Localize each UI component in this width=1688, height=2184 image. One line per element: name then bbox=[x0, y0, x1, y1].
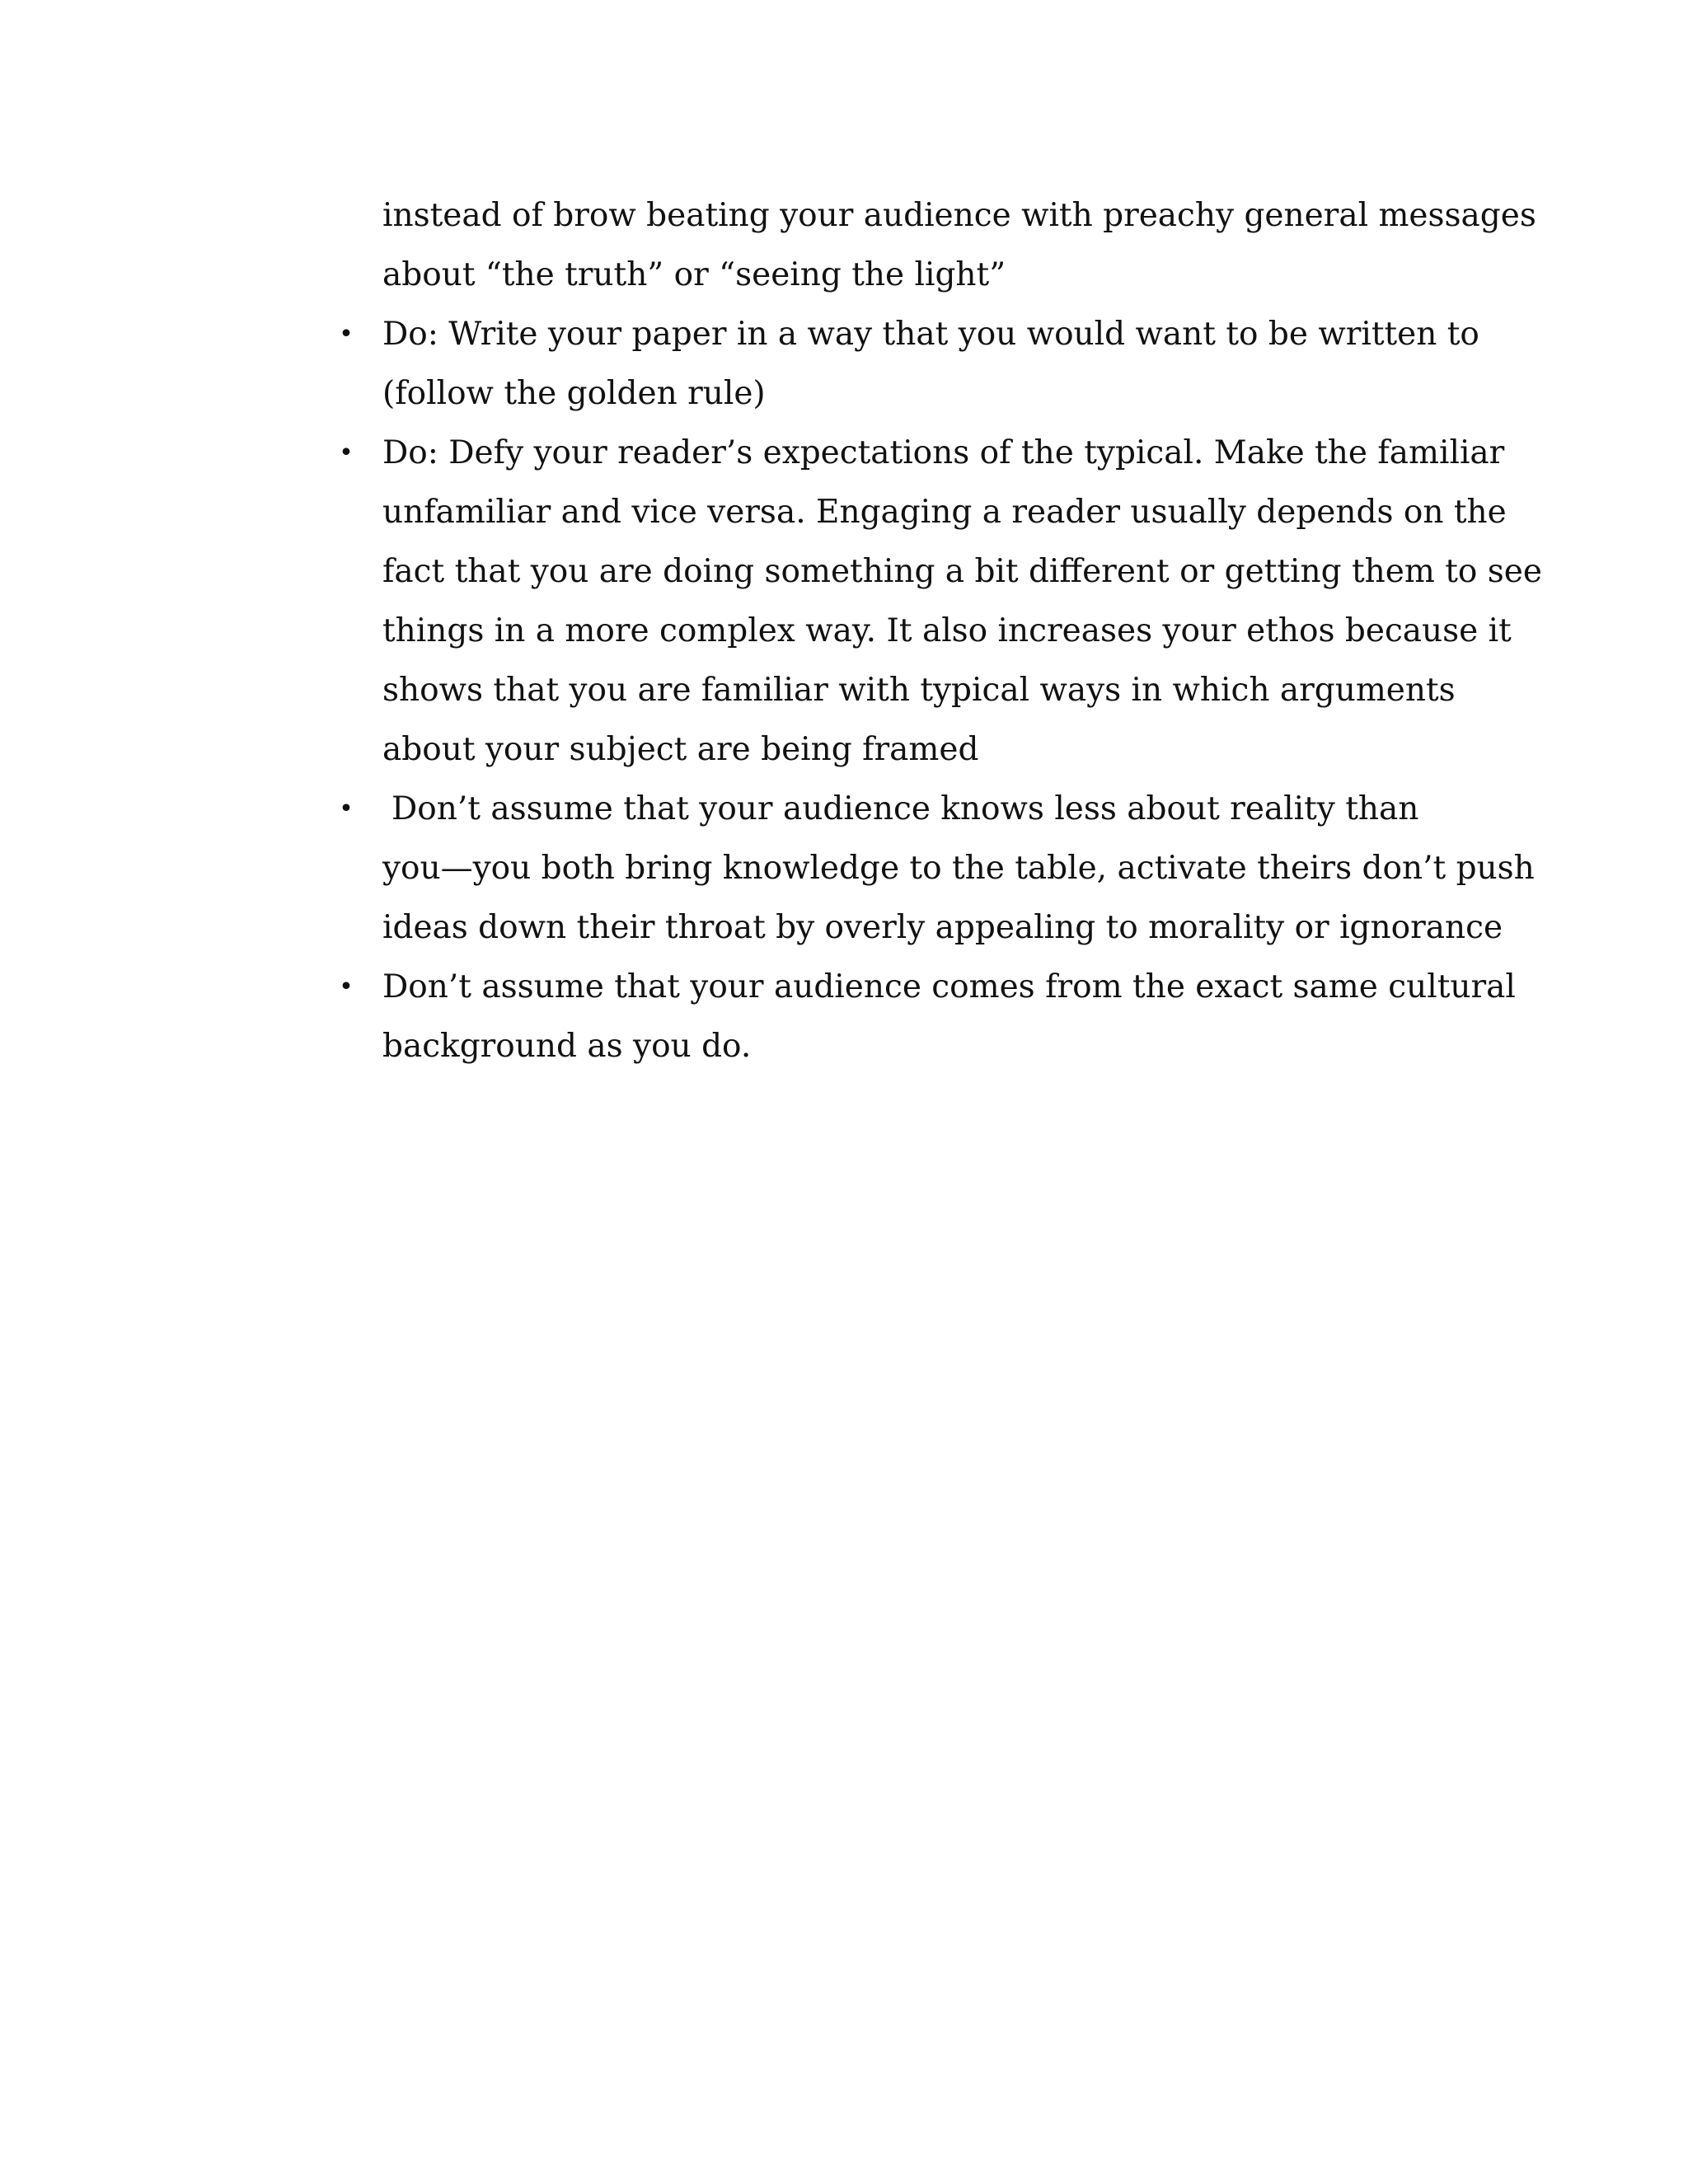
text-line: fact that you are doing something a bit different or getting them to see bbox=[382, 553, 1542, 590]
list-item bbox=[339, 424, 1542, 780]
list-item bbox=[339, 780, 1535, 958]
text-line: about your subject are being framed bbox=[382, 731, 979, 768]
bullet-icon: • bbox=[339, 794, 354, 823]
text-line: background as you do. bbox=[382, 1028, 752, 1065]
bullet-icon: • bbox=[339, 438, 354, 467]
text-line: (follow the golden rule) bbox=[382, 375, 766, 412]
text-line: shows that you are familiar with typical ways in which arguments bbox=[382, 672, 1456, 709]
text-line: about “the truth” or “seeing the light” bbox=[382, 256, 1006, 293]
text-line: Do: Defy your reader’s expectations of the typical. Make the familiar bbox=[382, 434, 1505, 471]
bullet-icon: • bbox=[339, 320, 354, 349]
text-line: Don’t assume that your audience comes from the exact same cultural bbox=[382, 968, 1516, 1005]
text-line: ideas down their throat by overly appealing to morality or ignorance bbox=[382, 909, 1503, 946]
text-line: instead of brow beating your audience with preachy general messages bbox=[382, 197, 1536, 234]
document-body bbox=[339, 186, 1542, 1076]
list-item bbox=[339, 958, 1516, 1076]
text-line: unfamiliar and vice versa. Engaging a reader usually depends on the bbox=[382, 494, 1507, 531]
list-item bbox=[339, 305, 1479, 424]
text-line: Do: Write your paper in a way that you would want to be written to bbox=[382, 316, 1479, 353]
text-line: you—you both bring knowledge to the table, activate theirs don’t push bbox=[382, 850, 1535, 887]
text-line: Don’t assume that your audience knows less about reality than bbox=[392, 790, 1419, 827]
continuation-paragraph bbox=[382, 186, 1536, 305]
text-line: things in a more complex way. It also increases your ethos because it bbox=[382, 612, 1512, 649]
bullet-icon: • bbox=[339, 972, 354, 1001]
